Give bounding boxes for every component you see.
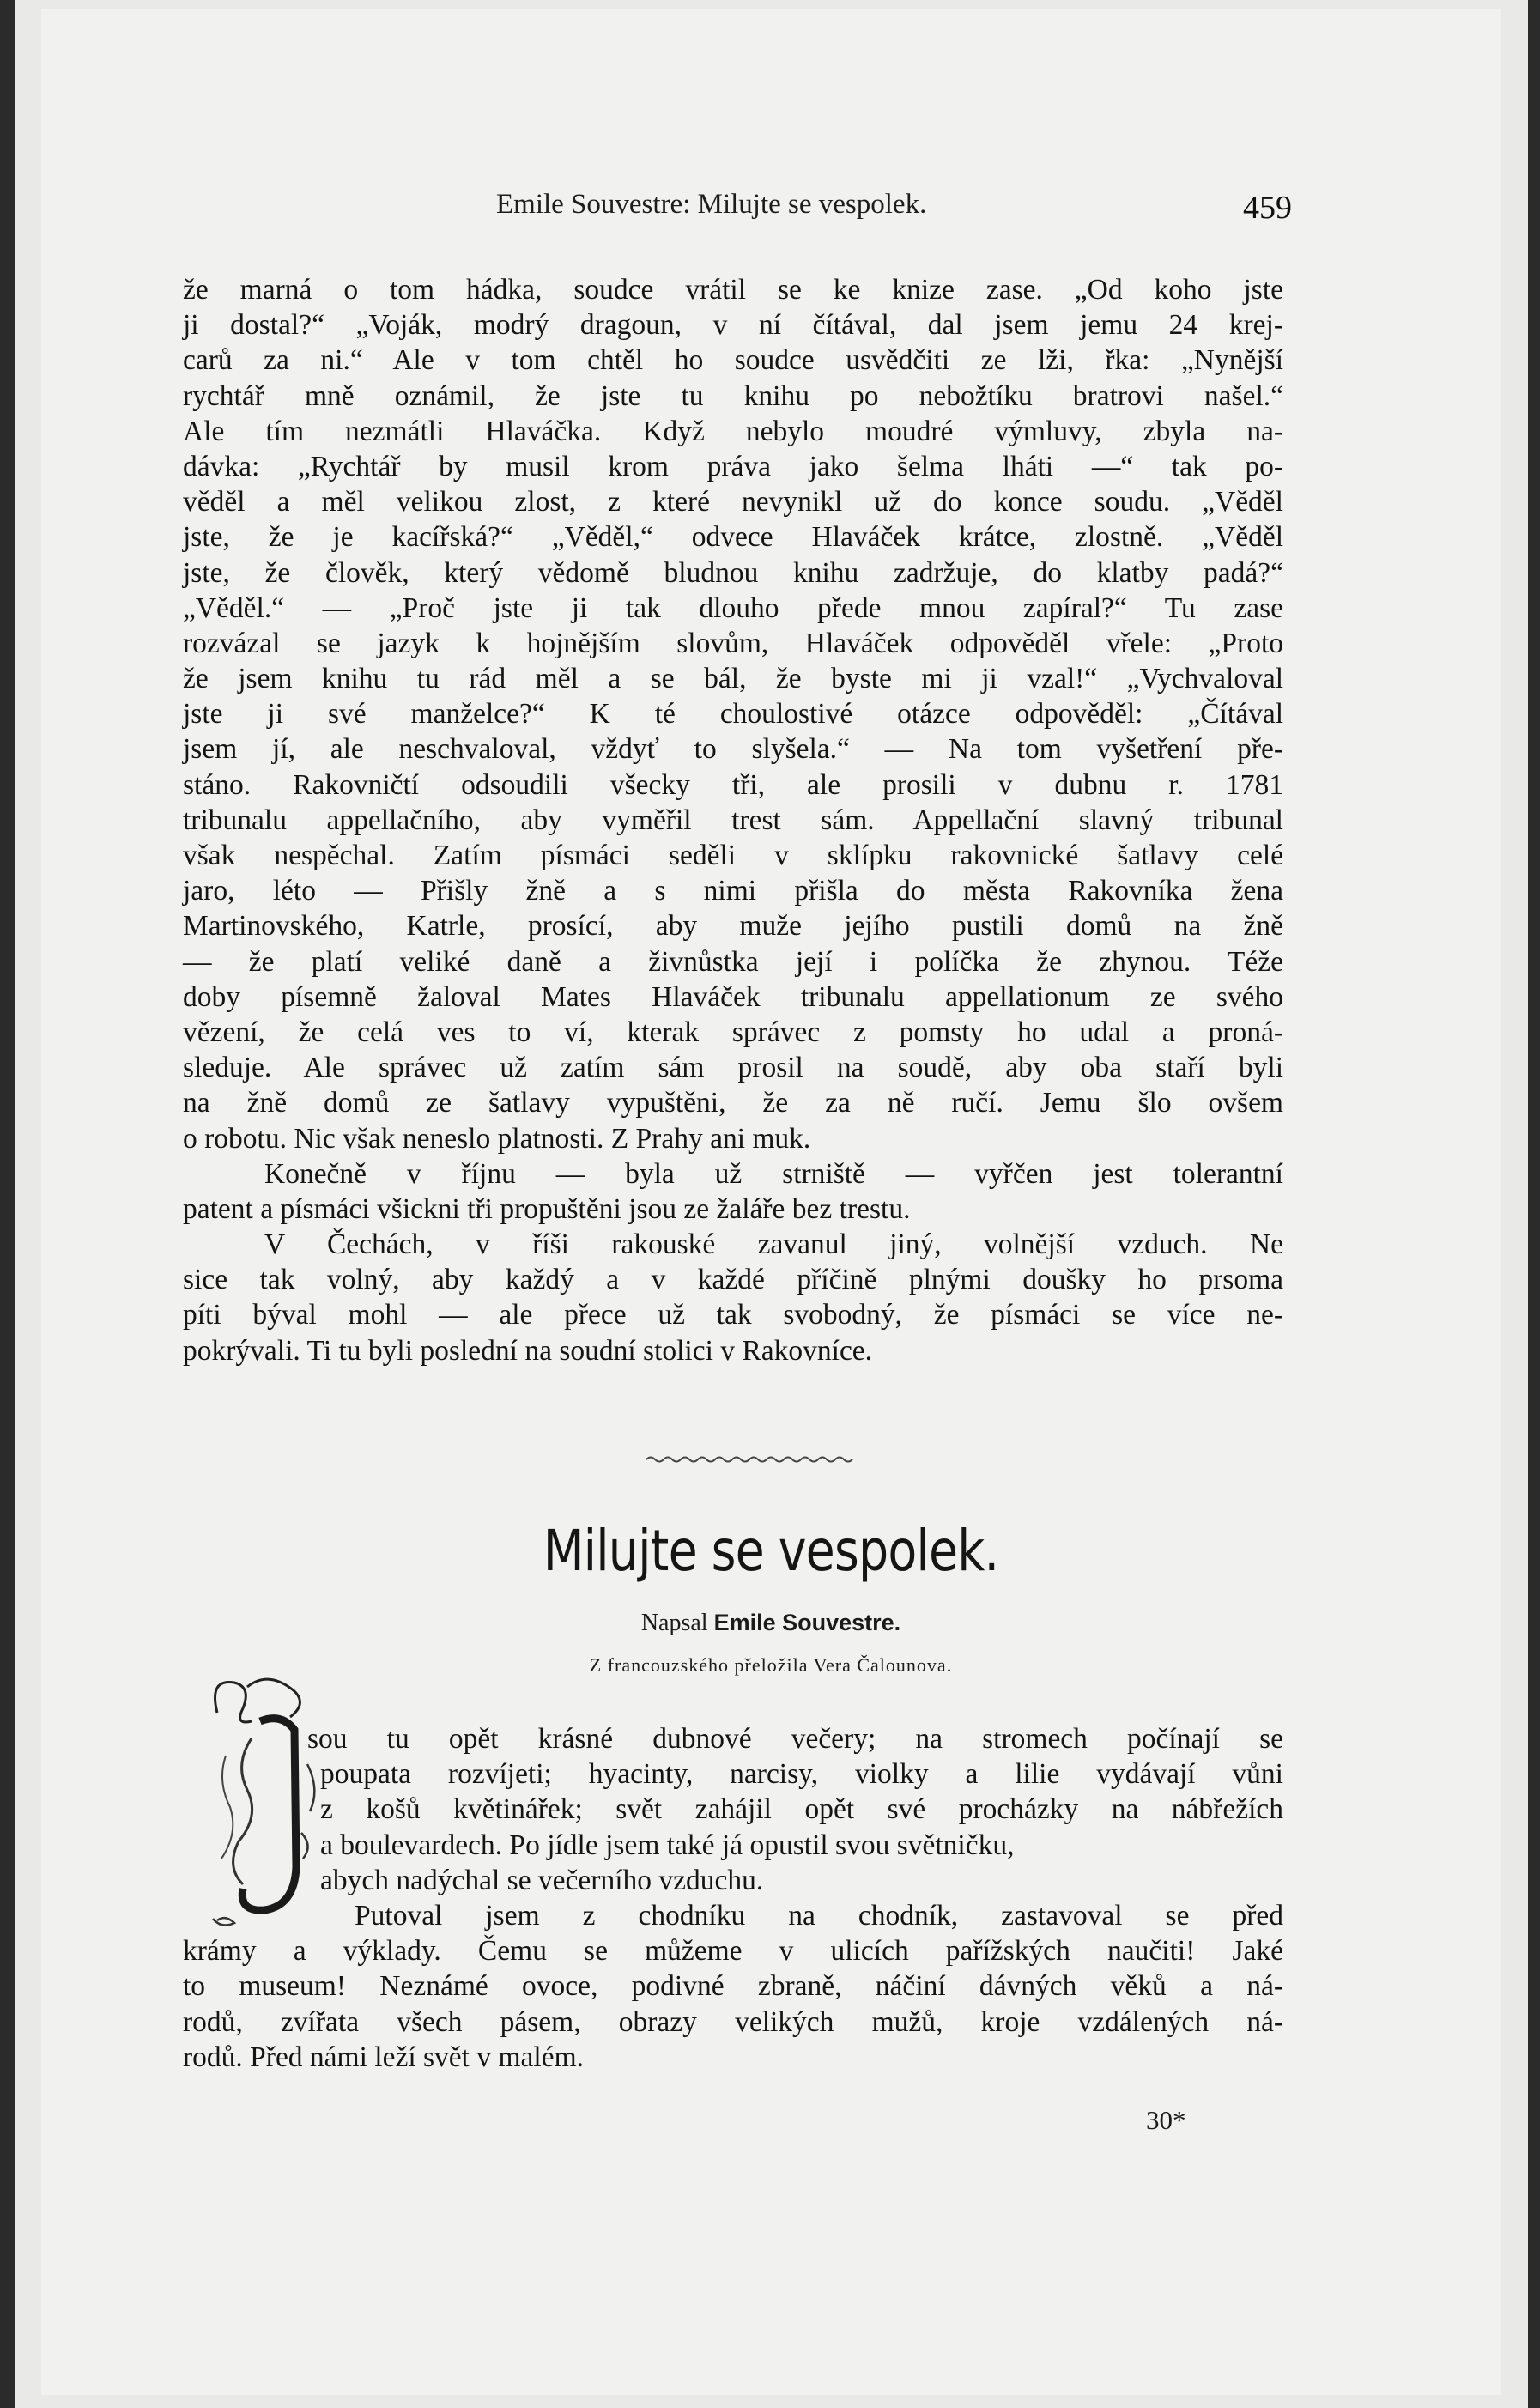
text-line: „Věděl.“ — „Proč jste ji tak dlouho přede mnou zapíral?“ Tu zase xyxy=(183,591,1283,624)
text-line: rodů. Před námi leží svět v malém. xyxy=(183,2041,585,2073)
translator-line: Z francouzského přeložila Vera Čalounova. xyxy=(589,1654,953,1676)
text-line: Martinovského, Katrle, prosící, aby muže jejího pustili domů na žně xyxy=(183,910,1283,943)
text-line: že marná o tom hádka, soudce vrátil se ke knize zase. „Od koho jste xyxy=(183,274,1283,306)
book-page xyxy=(41,9,1501,2395)
wavy-divider xyxy=(646,1453,857,1465)
text-line: z košů květinářek; svět zahájil opět své procházky na nábřežích xyxy=(320,1793,1283,1826)
text-line: stáno. Rakovničtí odsoudili všecky tři, ale prosili v dubnu r. 1781 xyxy=(183,768,1283,801)
page-number: 459 xyxy=(1243,190,1292,226)
text-line: patent a písmáci všickni tři propuštěni jsou ze žaláře bez trestu. xyxy=(183,1192,911,1225)
signature-mark: 30* xyxy=(1146,2105,1186,2135)
text-line: Ale tím nezmátli Hlaváčka. Když nebylo moudré výmluvy, zbyla na- xyxy=(183,415,1283,447)
text-line: rychtář mně oznámil, že jste tu knihu po nebožtíku bratrovi našel.“ xyxy=(183,379,1283,412)
text-line: sou tu opět krásné dubnové večery; na stromech počínají se xyxy=(307,1723,1283,1755)
text-line: — že platí veliké daně a živnůstka její i políčka že zhynou. Téže xyxy=(183,945,1283,978)
byline xyxy=(41,1610,1501,1637)
text-line: krámy a výklady. Čemu se můžeme v ulicích pařížských naučiti! Jaké xyxy=(183,1935,1283,1968)
text-line: jaro, léto — Přišly žně a s nimi přišla do města Rakovníka žena xyxy=(183,875,1283,907)
article-title: Milujte se vespolek. xyxy=(543,1518,999,1584)
text-line: o robotu. Nic však neneslo platnosti. Z Prahy ani muk. xyxy=(183,1122,811,1155)
text-line: že jsem knihu tu rád měl a se bál, že byste mi ji vzal!“ „Vychvaloval xyxy=(183,663,1283,695)
text-line: doby písemně žaloval Mates Hlaváček tribunalu appellationum ze svého xyxy=(183,980,1283,1013)
text-line: abych nadýchal se večerního vzduchu. xyxy=(320,1864,764,1896)
text-line: dávka: „Rychtář by musil krom práva jako šelma lháti —“ tak po- xyxy=(183,450,1283,482)
text-line: jste ji své manželce?“ K té choulostivé otázce odpověděl: „Čítával xyxy=(183,698,1283,731)
text-line: Konečně v říjnu — byla už strniště — vyřčen jest tolerantní xyxy=(264,1157,1283,1190)
text-line: carů za ni.“ Ale v tom chtěl ho soudce usvědčiti ze lži, řka: „Nynější xyxy=(183,344,1283,377)
running-title: Emile Souvestre: Milujte se vespolek. xyxy=(496,189,927,220)
text-line: však nespěchal. Zatím písmáci seděli v sklípku rakovnické šatlavy celé xyxy=(183,840,1283,871)
text-line: věděl a měl velikou zlost, z které nevynikl už do konce soudu. „Věděl xyxy=(183,486,1283,519)
text-line: rodů, zvířata všech pásem, obrazy velikých mužů, kroje vzdálených ná- xyxy=(183,2005,1283,2038)
text-line: jste, že člověk, který vědomě bludnou knihu zadržuje, do klatby padá?“ xyxy=(183,556,1283,589)
text-line: poupata rozvíjeti; hyacinty, narcisy, violky a lilie vydávají vůni xyxy=(320,1758,1283,1791)
author-name: Emile Souvestre. xyxy=(713,1610,901,1635)
text-line: rozvázal se jazyk k hojnějším slovům, Hlaváček odpověděl vřele: „Proto xyxy=(183,627,1283,659)
byline-prefix: Napsal xyxy=(640,1610,708,1636)
text-line: V Čechách, v říši rakouské zavanul jiný, volnější vzduch. Ne xyxy=(264,1228,1283,1261)
text-line: a boulevardech. Po jídle jsem také já opustil svou světničku, xyxy=(320,1829,1015,1861)
text-line: pokrývali. Ti tu byli poslední na soudní stolici v Rakovníce. xyxy=(183,1334,873,1367)
scan-border xyxy=(15,0,1528,2408)
text-line: to museum! Neznámé ovoce, podivné zbraně, náčiní dávných věků a ná- xyxy=(183,1970,1283,2003)
text-line: ji dostal?“ „Voják, modrý dragoun, v ní čítával, dal jsem jemu 24 krej- xyxy=(183,309,1283,342)
text-line: píti býval mohl — ale přece už tak svobodný, že písmáci se více ne- xyxy=(183,1299,1283,1331)
text-line: tribunalu appellačního, aby vyměřil trest sám. Appellační slavný tribunal xyxy=(183,804,1283,836)
text-line: sleduje. Ale správec už zatím sám prosil na soudě, aby oba staří byli xyxy=(183,1052,1283,1084)
text-line: sice tak volný, aby každý a v každé příčině plnými doušky ho prsoma xyxy=(183,1264,1283,1296)
text-line: jsem jí, ale neschvaloval, vždyť to slyšela.“ — Na tom vyšetření pře- xyxy=(183,733,1283,766)
text-line: jste, že je kacířská?“ „Věděl,“ odvece Hlaváček krátce, zlostně. „Věděl xyxy=(183,521,1283,554)
text-line: na žně domů ze šatlavy vypuštěni, že za ně ručí. Jemu šlo ovšem xyxy=(183,1087,1283,1119)
article-body xyxy=(183,1721,1283,2075)
dropcap-letter: J xyxy=(269,1826,272,1835)
text-line: Putoval jsem z chodníku na chodník, zastavoval se před xyxy=(355,1899,1283,1932)
text-line: vězení, že celá ves to ví, kterak správec z pomsty ho udal a proná- xyxy=(183,1016,1283,1048)
continued-text xyxy=(183,272,1283,1368)
